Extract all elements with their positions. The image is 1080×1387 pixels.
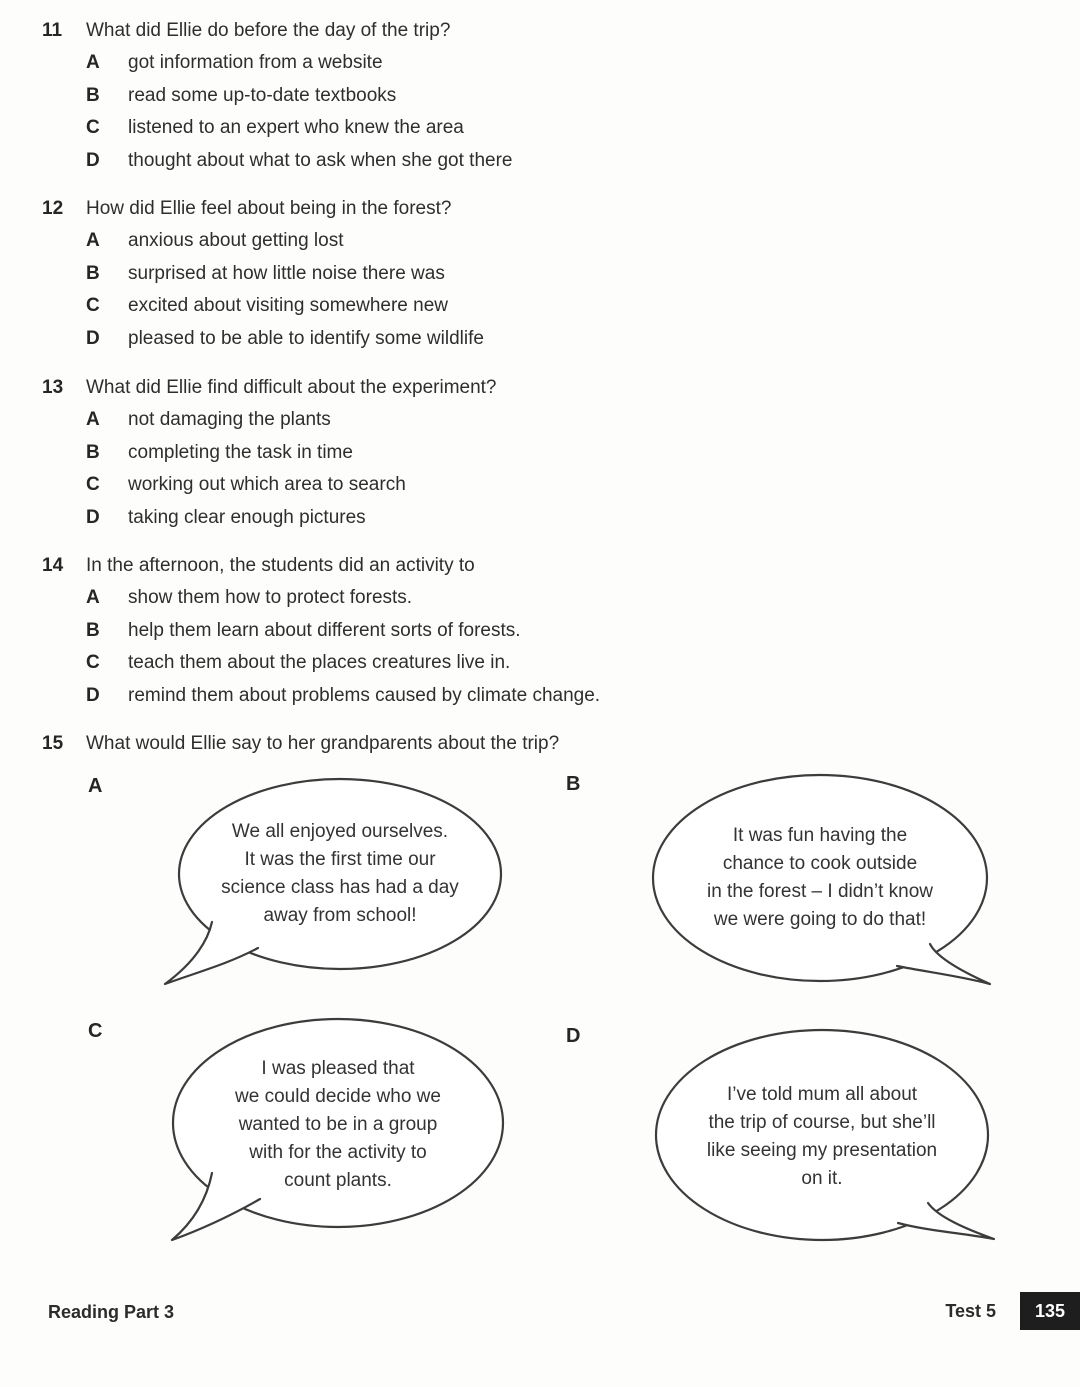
- question-text: How did Ellie feel about being in the forest?: [86, 198, 452, 219]
- question-12-head: [42, 192, 1042, 225]
- speech-bubble-b: [645, 772, 1015, 1007]
- question-text: What would Ellie say to her grandparents about the trip?: [86, 733, 560, 754]
- option-12-c: [86, 290, 1042, 323]
- option-13-b: [86, 437, 1042, 470]
- bubble-line: away from school!: [263, 905, 417, 926]
- option-text: remind them about problems caused by climate change.: [128, 684, 601, 706]
- question-text: In the afternoon, the students did an activity to: [86, 555, 475, 576]
- option-letter: C: [86, 652, 100, 673]
- bubble-line: with for the activity to: [249, 1142, 427, 1163]
- bubble-label-d: D: [566, 1025, 581, 1047]
- option-letter: C: [86, 117, 100, 138]
- question-14-head: [42, 549, 1042, 582]
- footer-test-label: Test 5: [945, 1301, 996, 1321]
- speech-bubble-a: [150, 772, 520, 1002]
- option-text: listened to an expert who knew the area: [128, 117, 464, 138]
- option-text: taking clear enough pictures: [128, 506, 366, 528]
- option-letter: A: [86, 52, 100, 73]
- option-text: anxious about getting lost: [128, 230, 344, 251]
- option-11-b: [86, 80, 1042, 113]
- option-text: thought about what to ask when she got there: [128, 149, 513, 171]
- bubble-a-text: [200, 818, 480, 930]
- option-letter: B: [86, 441, 100, 463]
- bubble-line: we were going to do that!: [713, 909, 927, 930]
- question-11-head: [42, 14, 1042, 47]
- speech-bubble-d: [650, 1025, 1020, 1270]
- bubble-line: in the forest – I didn’t know: [706, 881, 933, 902]
- question-number: 14: [42, 555, 64, 576]
- option-text: completing the task in time: [128, 441, 353, 463]
- option-text: read some up-to-date textbooks: [128, 84, 397, 106]
- option-12-a: [86, 225, 1042, 258]
- bubble-label-b: B: [566, 773, 581, 795]
- option-14-c: [86, 647, 1042, 680]
- bubble-line: We all enjoyed ourselves.: [231, 821, 449, 842]
- option-14-d: [86, 680, 1042, 713]
- bubble-label-a: A: [88, 775, 103, 797]
- bubble-label-c: C: [88, 1020, 103, 1042]
- option-letter: D: [86, 149, 100, 171]
- option-letter: B: [86, 84, 100, 106]
- footer-page-number: 135: [1020, 1292, 1080, 1330]
- option-letter: D: [86, 506, 100, 528]
- option-letter: A: [86, 587, 100, 608]
- option-letter: D: [86, 684, 100, 706]
- question-text: What did Ellie find difficult about the experiment?: [86, 377, 497, 398]
- option-text: working out which area to search: [128, 474, 406, 495]
- option-letter: B: [86, 619, 100, 641]
- option-text: surprised at how little noise there was: [128, 262, 445, 284]
- option-12-b: [86, 258, 1042, 291]
- question-number: 13: [42, 377, 64, 398]
- question-11: [42, 14, 1042, 177]
- question-12: [42, 192, 1042, 355]
- bubble-line: It was the first time our: [244, 849, 436, 870]
- option-letter: D: [86, 327, 100, 349]
- question-number: 12: [42, 198, 64, 219]
- question-13-head: [42, 371, 1042, 404]
- option-letter: C: [86, 295, 100, 316]
- option-text: show them how to protect forests.: [128, 587, 413, 608]
- bubble-line: on it.: [801, 1168, 843, 1189]
- bubble-line: like seeing my presentation: [706, 1140, 938, 1161]
- option-11-c: [86, 112, 1042, 145]
- question-number: 15: [42, 733, 64, 754]
- question-14: [42, 549, 1042, 712]
- question-number: 11: [42, 20, 63, 41]
- bubble-b-text: [665, 822, 975, 934]
- bubble-line: the trip of course, but she’ll: [708, 1112, 936, 1133]
- option-text: pleased to be able to identify some wildlife: [128, 327, 484, 349]
- bubble-line: science class has had a day: [221, 877, 459, 898]
- question-15: [42, 727, 1042, 760]
- bubble-d-text: [667, 1081, 977, 1193]
- option-13-a: [86, 404, 1042, 437]
- option-11-a: [86, 47, 1042, 80]
- question-13: [42, 371, 1042, 534]
- option-14-b: [86, 615, 1042, 648]
- option-14-a: [86, 582, 1042, 615]
- speech-bubble-c: [160, 1015, 530, 1260]
- option-13-c: [86, 469, 1042, 502]
- option-12-d: [86, 323, 1042, 356]
- option-letter: A: [86, 409, 100, 430]
- option-letter: A: [86, 230, 100, 251]
- option-11-d: [86, 145, 1042, 178]
- bubble-c-text: [188, 1055, 488, 1195]
- bubble-line: I’ve told mum all about: [726, 1084, 918, 1105]
- option-text: not damaging the plants: [128, 409, 331, 430]
- option-text: teach them about the places creatures live in.: [128, 652, 511, 673]
- bubble-line: I was pleased that: [261, 1058, 415, 1079]
- option-letter: C: [86, 474, 100, 495]
- option-13-d: [86, 502, 1042, 535]
- option-letter: B: [86, 262, 100, 284]
- footer-section-label: Reading Part 3: [48, 1302, 175, 1322]
- option-text: got information from a website: [128, 52, 383, 73]
- bubble-line: chance to cook outside: [722, 853, 918, 874]
- bubble-line: It was fun having the: [732, 825, 908, 846]
- bubble-line: count plants.: [284, 1170, 392, 1191]
- question-text: What did Ellie do before the day of the trip?: [86, 20, 451, 41]
- bubble-line: wanted to be in a group: [238, 1114, 438, 1135]
- bubble-line: we could decide who we: [235, 1086, 441, 1107]
- question-15-head: [42, 727, 1042, 760]
- option-text: help them learn about different sorts of forests.: [128, 619, 521, 641]
- option-text: excited about visiting somewhere new: [128, 295, 449, 316]
